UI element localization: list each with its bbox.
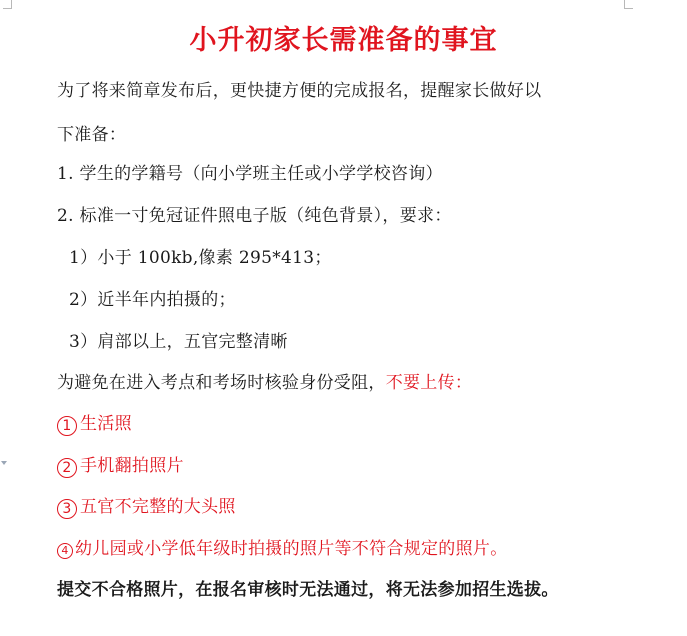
margin-corner-mark-left <box>3 0 12 9</box>
intro-line-1: 为了将来简章发布后，更快捷方便的完成报名，提醒家长做好以 <box>57 81 542 101</box>
circled-number-4: 4 <box>57 543 73 559</box>
no-upload-item <box>57 496 236 519</box>
no-upload-text: 五官不完整的大头照 <box>80 497 236 517</box>
closing-statement: 提交不合格照片，在报名审核时无法通过，将无法参加招生选拔。 <box>57 580 559 600</box>
list-item-student-id: 1. 学生的学籍号（向小学班主任或小学学校咨询） <box>57 164 443 184</box>
no-upload-item <box>57 455 184 478</box>
intro-line-2: 下准备： <box>57 125 127 145</box>
no-upload-item <box>57 413 132 436</box>
list-item-photo: 2. 标准一寸免冠证件照电子版（纯色背景），要求： <box>57 206 452 226</box>
circled-number-1: 1 <box>57 416 77 436</box>
margin-corner-mark-right <box>624 0 633 9</box>
sub-item-recent: 2）近半年内拍摄的； <box>69 290 236 310</box>
sub-item-shoulders: 3）肩部以上，五官完整清晰 <box>69 332 288 352</box>
warning-line <box>57 372 472 394</box>
no-upload-item <box>57 538 508 560</box>
circled-number-2: 2 <box>57 458 77 478</box>
document-title: 小升初家长需准备的事宜 <box>189 25 498 56</box>
sub-item-size: 1）小于 100kb,像素 295*413； <box>69 248 332 268</box>
no-upload-text: 生活照 <box>80 414 132 434</box>
circled-number-3: 3 <box>57 499 77 519</box>
no-upload-text: 幼儿园或小学低年级时拍摄的照片等不符合规定的照片。 <box>75 539 508 559</box>
warning-emphasis: 不要上传： <box>385 373 473 393</box>
no-upload-text: 手机翻拍照片 <box>80 456 184 476</box>
warning-prefix: 为避免在进入考点和考场时核验身份受阻， <box>57 373 386 393</box>
collapse-triangle-icon[interactable] <box>1 461 7 465</box>
